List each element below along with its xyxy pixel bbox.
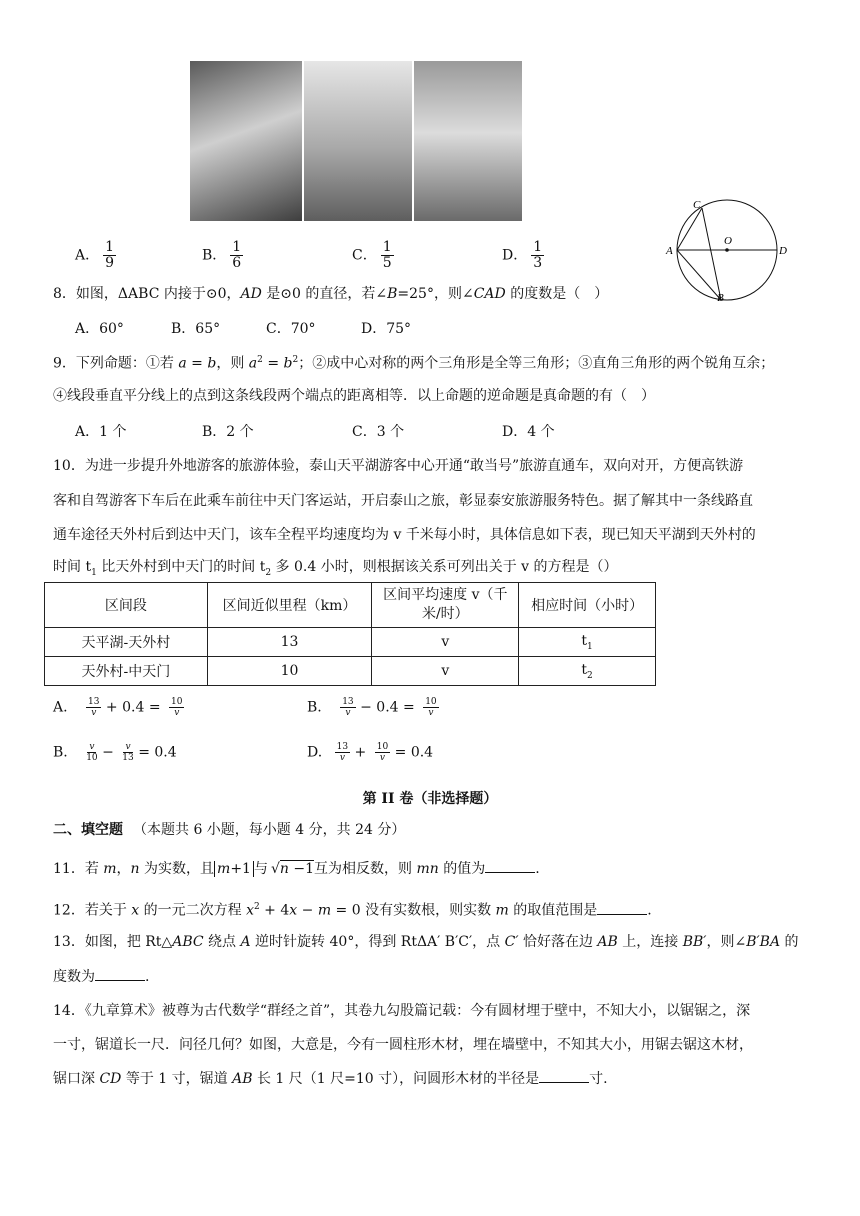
numerator: v (125, 742, 131, 752)
q9-text: = (186, 355, 208, 372)
answer-blank[interactable] (95, 966, 145, 981)
q8-text: 8．如图， (53, 286, 118, 302)
label-d: D (779, 245, 787, 257)
q12-text: + 4 (259, 902, 290, 919)
fraction (122, 742, 133, 763)
fraction (531, 240, 544, 271)
denominator: v (345, 708, 351, 718)
operator: − 0.4 = (360, 699, 415, 716)
table-header-row (45, 583, 656, 628)
q8-text: 是⊙0 的直径，若∠ (261, 286, 388, 302)
q14-text: 锯口深 (53, 1071, 100, 1087)
fraction (230, 240, 243, 271)
section-note: （本题共 6 小题，每小题 4 分，共 24 分） (133, 822, 406, 838)
fraction (381, 240, 394, 271)
denominator: v (174, 708, 180, 718)
q14-text: 长 1 尺（1 尺=10 寸），问圆形木材的半径是 (252, 1071, 540, 1087)
denominator: v (428, 708, 434, 718)
table-row (45, 628, 656, 657)
option-letter: D． (502, 247, 528, 264)
q13-text: 逆时针旋转 40°，得到 RtΔA′ B′C′，点 (250, 934, 505, 950)
denominator: v (339, 753, 345, 763)
time-var: t (581, 632, 588, 649)
movie-poster-1 (190, 61, 302, 221)
q13-text: AB (597, 934, 618, 950)
numerator: 10 (171, 697, 183, 707)
movie-poster-3 (414, 61, 522, 221)
q13-text: ，则∠ (706, 934, 747, 950)
q12-text: 没有实数根，则实数 (360, 902, 496, 919)
time-var: t (581, 661, 588, 678)
numerator: 10 (425, 697, 437, 707)
question-14-line2: 一寸，锯道长一尺．问径几何？如图，大意是，今有一圆柱形木材，埋在墙壁中，不知其大小，用锯去锯这木材， (53, 1037, 753, 1053)
denominator: 5 (382, 255, 392, 271)
q11-text: 与 (253, 861, 268, 877)
circle-figure (664, 196, 794, 306)
numerator: 1 (382, 239, 392, 255)
q12-text: 的一元二次方程 (139, 902, 247, 919)
q12-text: . (647, 902, 652, 919)
q9-option-c: C．3 个 (352, 424, 405, 440)
question-10-line1: 10．为进一步提升外地游客的旅游体验，泰山天平湖游客中心开通“敢当号”旅游直通车，双向对开，方便高铁游 (53, 458, 744, 474)
table-cell (519, 628, 656, 657)
numerator: 13 (336, 742, 349, 752)
operator: − (102, 744, 114, 761)
denominator: 13 (122, 753, 134, 763)
q10-text: 多 0.4 小时，则根据该关系可列出关于 v 的方程是（） (271, 559, 618, 575)
q10-option-d (307, 742, 433, 763)
q13-text: A (240, 934, 251, 950)
question-11 (53, 858, 540, 879)
q8-option-d: D．75° (361, 321, 412, 337)
table-header: 区间平均速度 v（千米/时） (372, 583, 519, 628)
denominator: 9 (105, 255, 115, 271)
q12-text: x (289, 902, 298, 919)
q7-option-d (502, 240, 544, 271)
denominator: v (91, 708, 97, 718)
question-10-line4 (53, 557, 618, 583)
denominator: 3 (533, 255, 543, 271)
q12-text: = 0 (331, 902, 361, 919)
superscript: 2 (257, 355, 263, 365)
q14-text: CD (99, 1071, 122, 1087)
question-13-line1 (53, 932, 799, 952)
table-header: 区间段 (45, 583, 208, 628)
subscript: 2 (587, 670, 593, 681)
q11-text: 为实数，且 (139, 861, 215, 877)
q9-text: ，则 (216, 355, 249, 372)
q13-text: 度数为 (53, 969, 95, 985)
q11-text: mn (416, 861, 439, 877)
table-header: 区间近似里程（km） (207, 583, 372, 628)
q11-text: 互为相反数，则 (314, 861, 417, 877)
equation-tail: = 0.4 (394, 744, 434, 761)
q7-option-b (202, 240, 243, 271)
answer-blank[interactable] (539, 1068, 589, 1083)
q11-text: ， (116, 861, 131, 877)
square-root: √n −1 (270, 861, 314, 877)
q7-option-c (352, 240, 394, 271)
label-a: A (666, 245, 673, 257)
subscript: 1 (587, 641, 593, 652)
fraction (86, 697, 101, 718)
q13-text: 13．如图，把 Rt△ (53, 934, 173, 950)
question-14-line1: 14．《九章算术》被尊为古代数学“群经之首”，其卷九勾股篇记载：今有圆材埋于壁中，不知大小，以锯锯之，深 (53, 1003, 751, 1019)
q12-text: x (246, 902, 254, 919)
q9-text: a (178, 355, 187, 372)
subscript: 1 (91, 567, 97, 578)
q9-text: a (248, 355, 258, 372)
option-letter: D. (307, 744, 323, 761)
q11-text: −1 (288, 861, 314, 877)
part-heading: 第 II 卷（非选择题） (362, 791, 498, 807)
option-letter: A． (75, 247, 100, 264)
table-cell: 13 (207, 628, 372, 657)
q13-text: 的 (780, 934, 799, 950)
section-2-heading (53, 820, 405, 840)
question-10-line3: 通车途径天外村后到达中天门，该车全程平均速度均为 v 千米每小时，具体信息如下表，现已知天平湖到天外村的 (53, 527, 756, 543)
question-12 (53, 897, 652, 921)
q10-option-a (53, 697, 184, 718)
label-b: B (717, 292, 724, 304)
section-title: 二、填空题 (53, 822, 123, 838)
q12-text: m (495, 902, 509, 919)
table-cell: 10 (207, 657, 372, 686)
question-9-line2: ④线段垂直平分线上的点到这条线段两个端点的距离相等．以上命题的逆命题是真命题的有（ ） (53, 388, 655, 404)
answer-blank[interactable] (597, 900, 647, 915)
q12-text: m (317, 902, 332, 919)
q11-text: 的值为 (438, 861, 486, 877)
q13-text: BB′ (682, 934, 707, 950)
fraction (423, 697, 438, 718)
q13-text: 恰好落在边 (518, 934, 598, 950)
answer-blank[interactable] (485, 858, 535, 873)
option-letter: A. (53, 699, 68, 716)
data-table (44, 582, 656, 686)
table-cell: 天外村-中天门 (45, 657, 208, 686)
q13-text: C′ (504, 934, 519, 950)
q9-option-b: B．2 个 (202, 424, 254, 440)
q9-text: 9．下列命题：①若 (53, 355, 179, 372)
equation-tail: = 0.4 (138, 744, 177, 761)
table-header: 相应时间（小时） (519, 583, 656, 628)
q11-text: . (535, 861, 540, 877)
denominator: 6 (232, 255, 242, 271)
question-8 (53, 284, 608, 304)
numerator: 1 (105, 239, 115, 255)
label-c: C (693, 199, 701, 211)
q11-text: n (130, 861, 140, 877)
operator: + 0.4 = (105, 699, 161, 716)
q8-text: ΔABC 内接于⊙0， (117, 286, 241, 302)
q14-text: 寸. (589, 1071, 608, 1087)
q9-text: = (262, 355, 284, 372)
q8-text: AD (240, 286, 262, 302)
table-cell: v (372, 657, 519, 686)
option-letter: B. (307, 699, 322, 716)
q11-text: n (279, 861, 289, 877)
q11-text: 11．若 (53, 861, 104, 877)
q14-text: 等于 1 寸，锯道 (121, 1071, 233, 1087)
q9-text: ；②成中心对称的两个三角形是全等三角形；③直角三角形的两个锐角互余； (298, 355, 775, 372)
q14-text: AB (232, 1071, 253, 1087)
q10-option-b (307, 697, 439, 718)
q12-text: 的取值范围是 (508, 902, 598, 919)
table-cell (519, 657, 656, 686)
numerator: 10 (376, 742, 389, 752)
fraction (86, 742, 97, 763)
q13-text: 绕点 (203, 934, 241, 950)
q9-option-d: D．4 个 (502, 424, 555, 440)
q12-text: x (131, 902, 140, 919)
subscript: 2 (265, 567, 272, 578)
q9-text: b (207, 355, 217, 372)
q11-text: m (217, 861, 231, 877)
table-row (45, 657, 656, 686)
denominator: v (379, 753, 385, 763)
question-13-line2 (53, 966, 149, 987)
q13-text: B′BA (746, 934, 781, 950)
q10-text: 时间 t (53, 559, 92, 575)
numerator: 13 (342, 697, 354, 707)
operator: + (354, 744, 367, 761)
q8-text: CAD (473, 286, 506, 302)
fraction (103, 240, 116, 271)
q8-option-b: B．65° (171, 321, 221, 337)
q11-text: m (103, 861, 117, 877)
table-cell: v (372, 628, 519, 657)
q8-option-a: A．60° (75, 321, 124, 337)
option-letter: C． (352, 247, 377, 264)
q8-text: B (387, 286, 398, 302)
q9-text: b (283, 355, 293, 372)
option-letter: B． (202, 247, 227, 264)
fraction (335, 742, 350, 763)
label-o: O (724, 235, 732, 247)
q8-option-c: C．70° (266, 321, 316, 337)
numerator: 1 (533, 239, 543, 255)
numerator: v (89, 742, 95, 752)
q8-text: 的度数是（ ） (505, 286, 609, 302)
question-9-line1 (53, 350, 774, 374)
q12-text: − (297, 902, 318, 919)
superscript: 2 (253, 902, 260, 912)
numerator: 13 (88, 697, 100, 707)
question-14-line3 (53, 1068, 608, 1089)
superscript: 2 (292, 355, 299, 365)
movie-poster-2 (304, 61, 412, 221)
question-10-line2: 客和自驾游客下车后在此乘车前往中天门客运站，开启泰山之旅，彰显泰安旅游服务特色。据了解其中一条线路直 (53, 493, 753, 509)
q7-option-a (75, 240, 116, 271)
fraction (375, 742, 390, 763)
q10-option-c (53, 742, 177, 763)
q13-text: ABC (172, 934, 204, 950)
q12-text: 12．若关于 (53, 902, 132, 919)
q8-text: =25°，则∠ (397, 286, 474, 302)
absolute-value (214, 861, 254, 877)
table-cell: 天平湖-天外村 (45, 628, 208, 657)
q9-option-a: A．1 个 (75, 424, 127, 440)
q13-text: 上，连接 (617, 934, 683, 950)
q13-text: . (145, 969, 150, 985)
fraction (169, 697, 184, 718)
fraction (340, 697, 355, 718)
q11-text: +1 (230, 861, 251, 877)
denominator: 10 (86, 753, 98, 763)
option-letter: B. (53, 744, 68, 761)
numerator: 1 (232, 239, 242, 255)
q10-text: 比天外村到中天门的时间 t (96, 559, 266, 575)
